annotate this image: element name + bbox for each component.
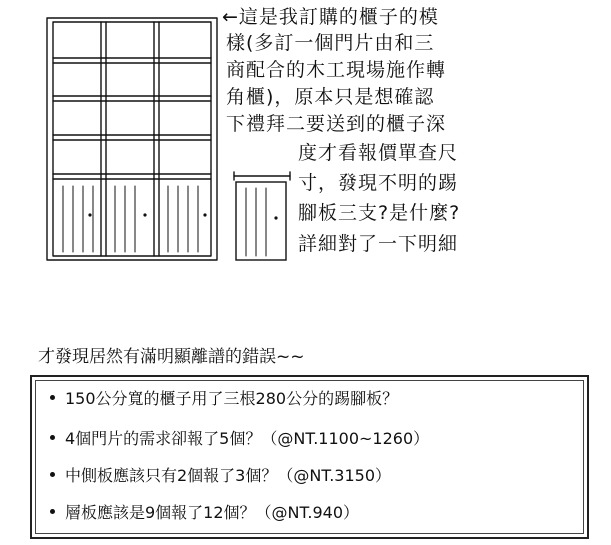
note-line: 寸，發現不明的踢: [298, 172, 459, 194]
bullet-icon: [50, 395, 55, 400]
finding-item: [50, 503, 359, 523]
bullet-icon: [50, 435, 55, 440]
note-line: 下禮拜二要送到的櫃子深: [226, 113, 447, 135]
findings-headline: 才發現居然有滿明顯離譜的錯誤~~: [38, 347, 305, 367]
finding-text: 4個門片的需求卻報了5個？（@NT.1100~1260）: [65, 429, 430, 448]
note-line: 度才看報價單查尺: [298, 142, 459, 164]
note-line: 腳板三支?是什麼?: [298, 202, 461, 224]
finding-text: 150公分寬的櫃子用了三根280公分的踢腳板？: [65, 389, 399, 408]
bullet-icon: [50, 472, 55, 477]
finding-text: 中側板應該只有2個報了3個？（@NT.3150）: [65, 466, 392, 485]
bullet-icon: [50, 509, 55, 514]
note-line: 詳細對了一下明細: [298, 233, 459, 255]
finding-text: 層板應該是9個報了12個？（@NT.940）: [65, 503, 360, 522]
note-line: 商配合的木工現場施作轉: [226, 59, 447, 81]
findings-box: [30, 375, 589, 539]
finding-item: [50, 429, 429, 449]
corner-cabinet-sketch: [234, 172, 290, 260]
note-line: 角櫃)，原本只是想確認: [226, 86, 435, 108]
finding-item: [50, 466, 391, 486]
finding-item: [50, 389, 398, 409]
note-line: ←這是我訂購的櫃子的模: [222, 6, 439, 28]
note-line: 樣(多訂一個門片由和三: [226, 32, 435, 54]
